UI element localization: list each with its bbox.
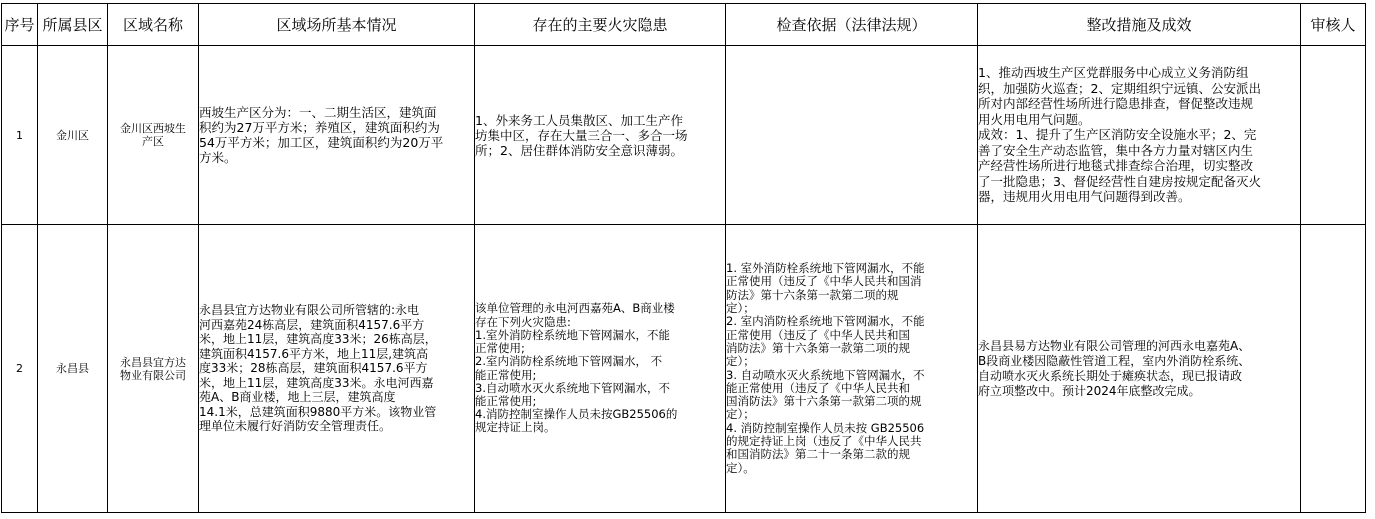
cell-basic-info: 西坡生产区分为：一、二期生活区，建筑面 积约为27万平方米；养殖区，建筑面积约为 54万平方米；加工区，建筑面积约为20万平 方米。 — [199, 46, 475, 225]
cell-county: 永昌县 — [38, 225, 108, 513]
header-row — [2, 4, 1366, 46]
header-rectification: 整改措施及成效 — [978, 4, 1301, 46]
cell-reviewer — [1301, 46, 1366, 225]
header-county: 所属县区 — [38, 4, 108, 46]
cell-inspection-basis: 1. 室外消防栓系统地下管网漏水，不能 正常使用（违反了《中华人民共和国消 防法》第十六条第一款第二项的规 定）； 2. 室内消防栓系统地下管网漏水，不能 正常使用（违反了《中华人民共和国 消防法》第十六条第一款第二项的规 定）； 3. 自动喷水灭火系统地下管网漏水，不 能正常使用（违反了《中华人民共和 国消防法》第十六条第一款第二项的规 定）； 4. 消防控制室操作人员未按 GB25506 的规定持证上岗（违反了《中华人民共 和国消防法》第二十一条第二款的规 定）。 — [726, 225, 978, 513]
cell-serial-no: 1 — [2, 46, 38, 225]
cell-main-hazards: 该单位管理的永电河西嘉苑A、B商业楼 存在下列火灾隐患: 1.室外消防栓系统地下管网漏水，不能 正常使用; 2.室内消防栓系统地下管网漏水， 不 能正常使用; 3.自动喷水灭火系统地下管网漏水，不 能正常使用; 4.消防控制室操作人员未按GB25506的 规定持证上岗。 — [475, 225, 726, 513]
cell-inspection-basis — [726, 46, 978, 225]
header-reviewer: 审核人 — [1301, 4, 1366, 46]
header-inspection-basis: 检查依据（法律法规） — [726, 4, 978, 46]
cell-serial-no: 2 — [2, 225, 38, 513]
header-basic-info: 区域场所基本情况 — [199, 4, 475, 46]
cell-reviewer — [1301, 225, 1366, 513]
table-row — [2, 46, 1366, 225]
cell-county: 金川区 — [38, 46, 108, 225]
header-main-hazards: 存在的主要火灾隐患 — [475, 4, 726, 46]
fire-hazard-table — [1, 3, 1366, 513]
cell-area-name: 金川区西坡生 产区 — [108, 46, 199, 225]
table-row — [2, 225, 1366, 513]
cell-rectification: 1、推动西坡生产区党群服务中心成立义务消防组 织，加强防火巡查；2、定期组织宁远镇、公安派出 所对内部经营性场所进行隐患排查，督促整改违规 用火用电用气问题。 成效：1、提升了生产区消防安全设施水平；2、完 善了安全生产动态监管，集中各方力量对辖区内生 产经营性场所进行地毯式排查综合治理，切实整改 了一批隐患；3、督促经营性自建房按规定配备灭火 器，违规用火用电用气问题得到改善。 — [978, 46, 1301, 225]
cell-main-hazards: 1、外来务工人员集散区、加工生产作 坊集中区，存在大量三合一、多合一场 所；2、居住群体消防安全意识薄弱。 — [475, 46, 726, 225]
header-serial-no: 序号 — [2, 4, 38, 46]
cell-rectification: 永昌县易方达物业有限公司管理的河西永电嘉苑A、 B段商业楼因隐蔽性管道工程，室内外消防栓系统、 自动喷水灭火系统长期处于瘫痪状态，现已报请政 府立项整改中。预计2024年底整改完成。 — [978, 225, 1301, 513]
cell-area-name: 永昌县宜方达 物业有限公司 — [108, 225, 199, 513]
cell-basic-info: 永昌县宜方达物业有限公司所管辖的:永电 河西嘉苑24栋高层，建筑面积4157.6平方 米，地上11层，建筑高度33米；26栋高层， 建筑面积4157.6平方米，地上11层,建筑高 度33米；28栋高层，建筑面积4157.6平方 米，地上11层，建筑高度33米。永电河西嘉 苑A、B商业楼，地上三层，建筑高度 14.1米，总建筑面积9880平方米。该物业管 理单位未履行好消防安全管理责任。 — [199, 225, 475, 513]
header-area-name: 区域名称 — [108, 4, 199, 46]
